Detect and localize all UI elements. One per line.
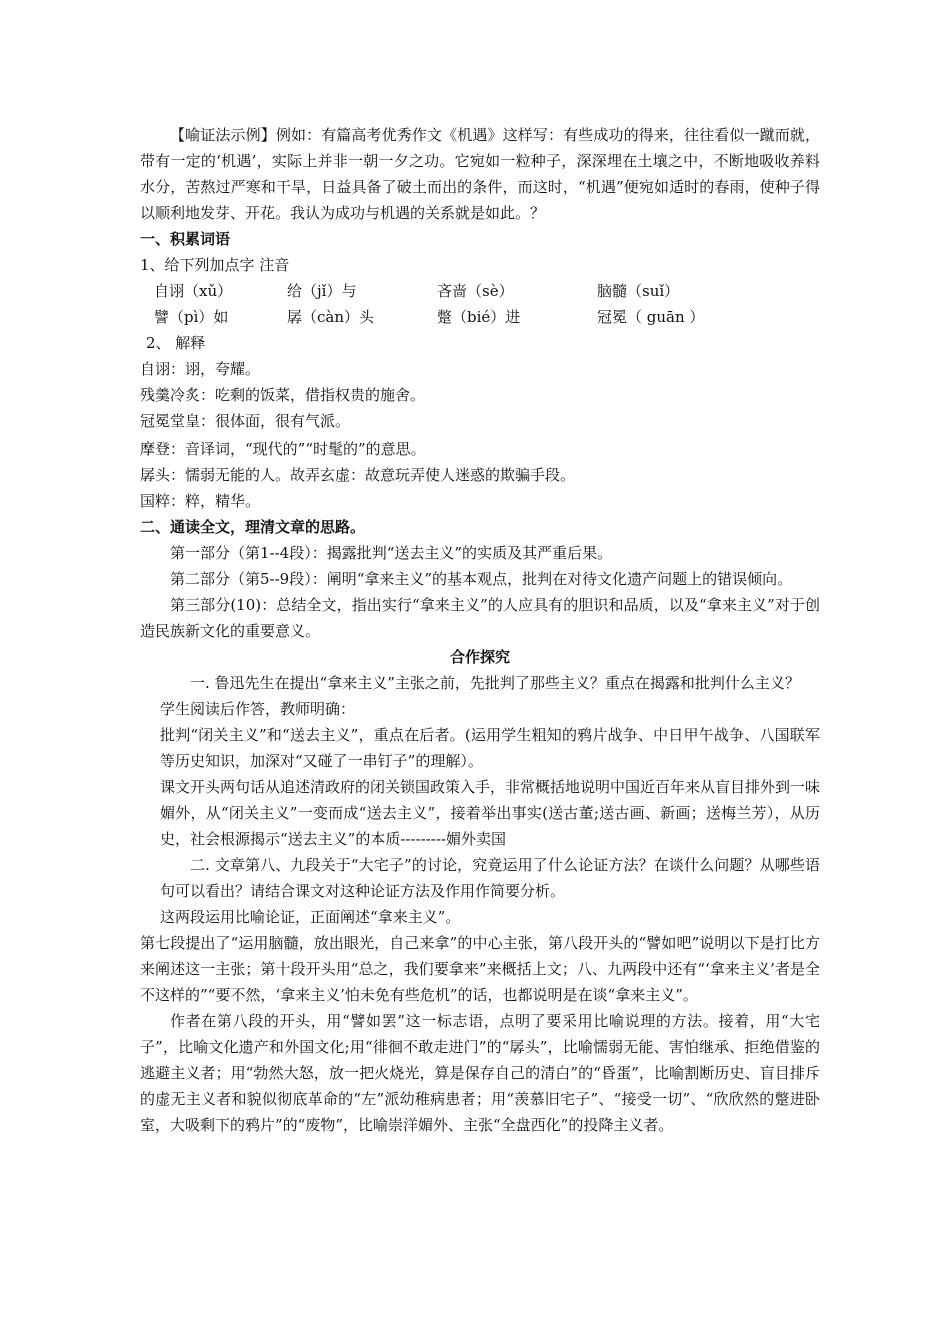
pinyin-item: 吝啬（sè） (437, 282, 514, 300)
answer-2-paragraph: 作者在第八段的开头，用“譬如罢”这一标志语，点明了要采用比喻说理的方法。接着，用“大宅子”，比喻文化遗产和外国文化;用“徘徊不敢走进门”的“孱头”，比喻懦弱无能、害怕继承、拒绝借鉴的逃避主义者；用“勃然大怒，放一把火烧光，算是保存自己的清白”的“昏蛋”，比喻割断历史、盲目排斥的虚无主义者和貌似彻底革命的“左”派幼稚病患者；用“羡慕旧宅子”、“接受一切”、“欣欣然的蹩进卧室，大吸剩下的鸦片”的“废物”，比喻崇洋媚外、主张“全盘西化”的投降主义者。 (140, 1012, 820, 1134)
section1-heading: 一、积累词语 (140, 230, 231, 248)
pinyin-row-1 (140, 278, 820, 304)
section2-heading: 二、通读全文，理清文章的思路。 (140, 518, 366, 536)
document-body (140, 122, 820, 1138)
cooperate-title: 合作探究 (449, 648, 510, 666)
answer-1-paragraph: 课文开头两句话从追述清政府的闭关锁国政策入手，非常概括地说明中国近百年来从盲目排外到一味媚外，从“闭关主义”一变而成“送去主义”，接着举出事实(送古董;送古画、新画；送梅兰芳），从历史，社会根源揭示“送去主义”的本质---------媚外卖国 (160, 778, 821, 848)
pinyin-instruction: 1、给下列加点字 注音 (140, 256, 290, 274)
pinyin-item: 给（jǐ）与 (287, 282, 357, 300)
explain-instruction: 2、 解释 (146, 334, 206, 352)
pinyin-item: 孱（càn）头 (287, 308, 375, 326)
question-1: 一. 鲁迅先生在提出“拿来主义”主张之前，先批判了那些主义？重点在揭露和批判什么主义？ (190, 674, 800, 692)
pinyin-item: 冠冕（ guān ） (597, 308, 705, 326)
question-2: 二. 文章第八、九段关于“大宅子”的讨论，究竟运用了什么论证方法？在谈什么问题？从哪些语句可以看出？请结合课文对这种论证方法及作用作简要分析。 (160, 856, 820, 900)
answer-2-paragraph: 这两段运用比喻论证，正面阐述“拿来主义”。 (160, 908, 461, 926)
pinyin-item: 譬（pì）如 (154, 308, 229, 326)
definition-line: 残羹冷炙：吃剩的饭菜，借指权贵的施舍。 (140, 386, 426, 404)
definition-line: 孱头：懦弱无能的人。故弄玄虚：故意玩弄使人迷惑的欺骗手段。 (140, 466, 576, 484)
definition-line: 冠冕堂皇：很体面，很有气派。 (140, 412, 351, 430)
definition-line: 摩登：音译词，“现代的”“时髦的”的意思。 (140, 440, 426, 458)
pinyin-item: 蹩（bié）进 (437, 308, 521, 326)
structure-part: 第一部分（第1--4段）：揭露批判“送去主义”的实质及其严重后果。 (170, 544, 613, 562)
structure-part: 第三部分(10)：总结全文，指出实行“拿来主义”的人应具有的胆识和品质，以及“拿来主义”对于创造民族新文化的重要意义。 (140, 596, 820, 640)
definition-line: 国粹：粹，精华。 (140, 492, 261, 510)
definition-line: 自诩：诩，夸耀。 (140, 360, 261, 378)
answer-2-paragraph: 第七段提出了“运用脑髓，放出眼光，自己来拿”的中心主张，第八段开头的“譬如吧”说明以下是打比方来阐述这一主张；第十段开头用“总之，我们要拿来”来概括上文；八、九两段中还有“‘拿来主义’者是全不这样的”“要不然，‘拿来主义’怕未免有些危机”的话，也都说明是在谈“拿来主义”。 (140, 934, 820, 1004)
answer-1-intro: 学生阅读后作答，教师明确： (160, 700, 356, 718)
answer-1-paragraph: 批判“闭关主义”和“送去主义”，重点在后者。(运用学生粗知的鸦片战争、中日甲午战争、八国联军等历史知识，加深对“又碰了一串钉子”的理解）。 (160, 726, 820, 770)
intro-paragraph: 【喻证法示例】例如：有篇高考优秀作文《机遇》这样写：有些成功的得来，往往看似一蹴而就，带有一定的‘机遇’，实际上并非一朝一夕之功。它宛如一粒种子，深深埋在土壤之中，不断地吸收养料水分，苦熬过严寒和干旱，日益具备了破土而出的条件，而这时，“机遇”便宛如适时的春雨，使种子得以顺利地发芽、开花。我认为成功与机遇的关系就是如此。？ (140, 126, 820, 222)
pinyin-row-2 (140, 304, 820, 330)
pinyin-item: 脑髓（suǐ） (597, 282, 680, 300)
structure-part: 第二部分（第5--9段）：阐明“拿来主义”的基本观点，批判在对待文化遗产问题上的错误倾向。 (170, 570, 793, 588)
pinyin-item: 自诩（xǔ） (154, 282, 233, 300)
